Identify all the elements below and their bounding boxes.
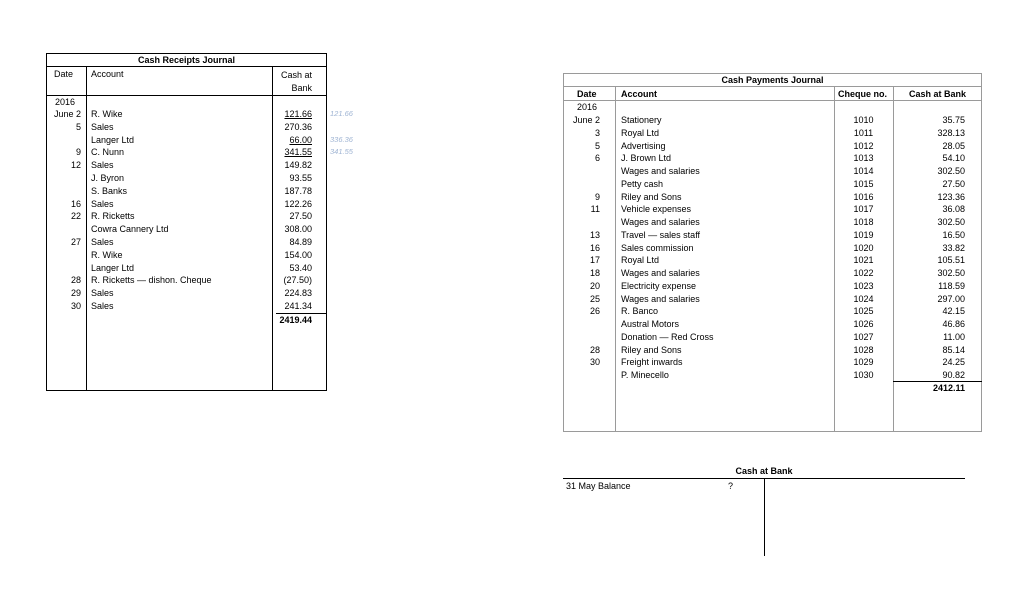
receipts-row-account: Sales — [91, 288, 114, 299]
payments-year: 2016 — [577, 102, 598, 112]
receipts-row-date: 9 — [75, 147, 81, 158]
payments-header-date: Date — [577, 89, 597, 99]
payments-row-amount: 297.00 — [937, 293, 965, 304]
receipts-header-cash-line1: Cash at — [281, 70, 313, 80]
payments-row-cheque: 1027 — [853, 331, 874, 342]
payments-row-account: Donation — Red Cross — [621, 331, 714, 342]
receipts-total: 2419.44 — [279, 315, 312, 325]
payments-row-amount: 16.50 — [942, 229, 965, 240]
receipts-row-date: June 2 — [53, 109, 81, 119]
payments-row-cheque: 1017 — [853, 204, 874, 215]
receipts-row-account: S. Banks — [91, 185, 128, 196]
receipts-row-account: R. Wike — [91, 109, 123, 119]
payments-header-cash: Cash at Bank — [909, 89, 967, 99]
receipts-row-note: 341.55 — [330, 147, 353, 157]
payments-row-account: Stationery — [621, 115, 662, 125]
payments-row-cheque: 1020 — [853, 242, 874, 253]
payments-row-cheque: 1012 — [853, 140, 874, 151]
receipts-row-account: J. Byron — [91, 173, 125, 183]
payments-row-amount: 328.13 — [937, 127, 965, 138]
receipts-row-amount: 149.82 — [284, 160, 312, 171]
payments-row-date: 13 — [589, 229, 600, 240]
payments-row-date: 5 — [594, 140, 600, 151]
receipts-row-account: Sales — [91, 121, 114, 132]
payments-row-cheque: 1019 — [853, 229, 874, 240]
payments-row-amount: 33.82 — [942, 242, 965, 253]
payments-row-amount: 302.50 — [937, 166, 965, 176]
payments-row-amount: 28.05 — [942, 140, 965, 151]
payments-header-cheque: Cheque no. — [838, 89, 887, 99]
payments-row-amount: 46.86 — [942, 319, 965, 329]
receipts-row-note: 336.36 — [330, 134, 353, 144]
payments-row-date: 25 — [589, 293, 600, 304]
payments-row-account: Austral Motors — [621, 319, 680, 329]
payments-row-amount: 27.50 — [942, 178, 965, 189]
payments-row-account: Advertising — [621, 140, 666, 151]
receipts-row-amount: 224.83 — [284, 288, 312, 299]
receipts-row-account: Cowra Cannery Ltd — [91, 224, 169, 235]
payments-row-cheque: 1023 — [853, 280, 874, 291]
receipts-header-date: Date — [54, 69, 74, 79]
payments-row-date: 20 — [589, 280, 600, 291]
payments-row-cheque: 1029 — [853, 357, 874, 368]
receipts-row-amount: 154.00 — [284, 249, 312, 260]
receipts-row-account: R. Ricketts — dishon. Cheque — [91, 275, 212, 286]
payments-row-amount: 85.14 — [942, 344, 965, 355]
payments-row-cheque: 1013 — [853, 153, 874, 164]
ledger-row-label: 31 May Balance — [566, 481, 631, 491]
ledger-row-value: ? — [728, 481, 734, 491]
payments-row-account: Royal Ltd — [621, 255, 660, 266]
receipts-row-account: Langer Ltd — [91, 262, 135, 273]
receipts-row-amount: 84.89 — [289, 237, 312, 247]
receipts-row-date: 28 — [70, 275, 81, 286]
payments-title: Cash Payments Journal — [721, 75, 824, 85]
payments-row-account: Petty cash — [621, 178, 664, 189]
receipts-row-account: Sales — [91, 237, 114, 247]
payments-row-amount: 302.50 — [937, 217, 965, 227]
ledger-center-rule — [764, 478, 765, 556]
payments-row-date: 30 — [589, 357, 600, 368]
receipts-row-account: R. Wike — [91, 249, 123, 260]
receipts-row-account: Sales — [91, 301, 114, 311]
receipts-row-amount: 241.34 — [284, 301, 312, 311]
payments-row-cheque: 1018 — [853, 217, 874, 227]
receipts-title: Cash Receipts Journal — [137, 55, 236, 65]
receipts-row-amount: 27.50 — [289, 211, 312, 222]
payments-row-date: June 2 — [572, 115, 600, 125]
payments-row-account: Wages and salaries — [621, 268, 700, 278]
receipts-row-amount: 270.36 — [284, 121, 312, 132]
receipts-row-amount: 66.00 — [289, 134, 312, 145]
payments-row-account: R. Banco — [621, 306, 659, 317]
payments-row-cheque: 1030 — [853, 370, 874, 380]
receipts-title-divider — [46, 66, 327, 67]
payments-row-amount: 54.10 — [942, 153, 965, 164]
ledger-title: Cash at Bank — [735, 466, 793, 476]
receipts-row-amount: 121.66 — [284, 109, 312, 119]
payments-row-account: Electricity expense — [621, 280, 697, 291]
payments-row-cheque: 1011 — [853, 127, 874, 138]
receipts-row-date: 22 — [70, 211, 81, 222]
payments-row-account: Wages and salaries — [621, 217, 700, 227]
receipts-row-amount: 308.00 — [284, 224, 312, 235]
receipts-header-account: Account — [91, 69, 124, 79]
payments-row-account: P. Minecello — [621, 370, 669, 380]
payments-row-account: Wages and salaries — [621, 293, 700, 304]
payments-row-amount: 105.51 — [937, 255, 965, 266]
payments-total: 2412.11 — [932, 383, 965, 393]
receipts-row-note: 121.66 — [330, 109, 353, 118]
payments-row-account: Sales commission — [621, 242, 694, 253]
receipts-row-amount: 93.55 — [289, 173, 312, 183]
payments-row-cheque: 1016 — [853, 191, 874, 202]
payments-row-account: J. Brown Ltd — [621, 153, 672, 164]
payments-row-account: Riley and Sons — [621, 344, 682, 355]
receipts-header-cash-line2: Bank — [291, 83, 312, 93]
payments-row-amount: 42.15 — [942, 306, 965, 317]
receipts-year: 2016 — [55, 97, 76, 107]
payments-row-account: Travel — sales staff — [621, 229, 701, 240]
receipts-row-amount: (27.50) — [283, 275, 312, 286]
payments-row-account: Wages and salaries — [621, 166, 700, 176]
receipts-row-amount: 187.78 — [284, 185, 312, 196]
payments-row-amount: 302.50 — [937, 268, 965, 278]
payments-row-date: 16 — [589, 242, 600, 253]
receipts-row-account: C. Nunn — [91, 147, 125, 158]
receipts-row-amount: 53.40 — [289, 262, 312, 273]
payments-row-cheque: 1014 — [853, 166, 874, 176]
payments-row-amount: 24.25 — [942, 357, 965, 368]
payments-row-cheque: 1010 — [853, 115, 874, 125]
payments-row-date: 28 — [589, 344, 600, 355]
payments-row-account: Freight inwards — [621, 357, 683, 368]
receipts-row-amount: 122.26 — [284, 198, 312, 209]
payments-row-amount: 123.36 — [937, 191, 965, 202]
payments-row-cheque: 1028 — [853, 344, 874, 355]
payments-row-amount: 36.08 — [942, 204, 965, 215]
payments-row-account: Riley and Sons — [621, 191, 682, 202]
payments-row-cheque: 1025 — [853, 306, 874, 317]
receipts-row-date: 12 — [70, 160, 81, 171]
payments-row-account: Royal Ltd — [621, 127, 660, 138]
payments-row-cheque: 1022 — [853, 268, 874, 278]
payments-row-cheque: 1015 — [853, 178, 874, 189]
receipts-row-account: Sales — [91, 198, 114, 209]
receipts-row-account: Langer Ltd — [91, 134, 135, 145]
payments-row-amount: 118.59 — [938, 280, 965, 291]
payments-row-cheque: 1021 — [853, 255, 874, 266]
payments-row-date: 17 — [589, 255, 600, 266]
payments-row-amount: 90.82 — [942, 370, 965, 380]
payments-row-account: Vehicle expenses — [621, 204, 692, 215]
receipts-row-amount: 341.55 — [284, 147, 312, 158]
payments-title-divider — [563, 86, 982, 87]
receipts-row-date: 5 — [75, 121, 81, 132]
receipts-row-date: 27 — [70, 237, 81, 247]
payments-header-account: Account — [621, 89, 657, 99]
payments-row-date: 26 — [589, 306, 600, 317]
payments-col-divider-1 — [615, 86, 616, 432]
receipts-row-date: 30 — [70, 301, 81, 311]
receipts-row-account: Sales — [91, 160, 114, 171]
payments-row-date: 9 — [594, 191, 600, 202]
receipts-header-divider — [46, 95, 327, 96]
payments-row-amount: 11.00 — [943, 331, 965, 342]
receipts-row-date: 29 — [70, 288, 81, 299]
payments-row-date: 6 — [594, 153, 600, 164]
payments-row-amount: 35.75 — [942, 115, 965, 125]
payments-row-date: 3 — [594, 127, 600, 138]
payments-row-cheque: 1024 — [853, 293, 874, 304]
payments-row-date: 18 — [589, 268, 600, 278]
payments-row-date: 11 — [590, 204, 600, 215]
receipts-row-date: 16 — [70, 198, 81, 209]
receipts-row-account: R. Ricketts — [91, 211, 135, 222]
payments-row-cheque: 1026 — [853, 319, 874, 329]
receipts-col-divider-1 — [86, 66, 87, 391]
